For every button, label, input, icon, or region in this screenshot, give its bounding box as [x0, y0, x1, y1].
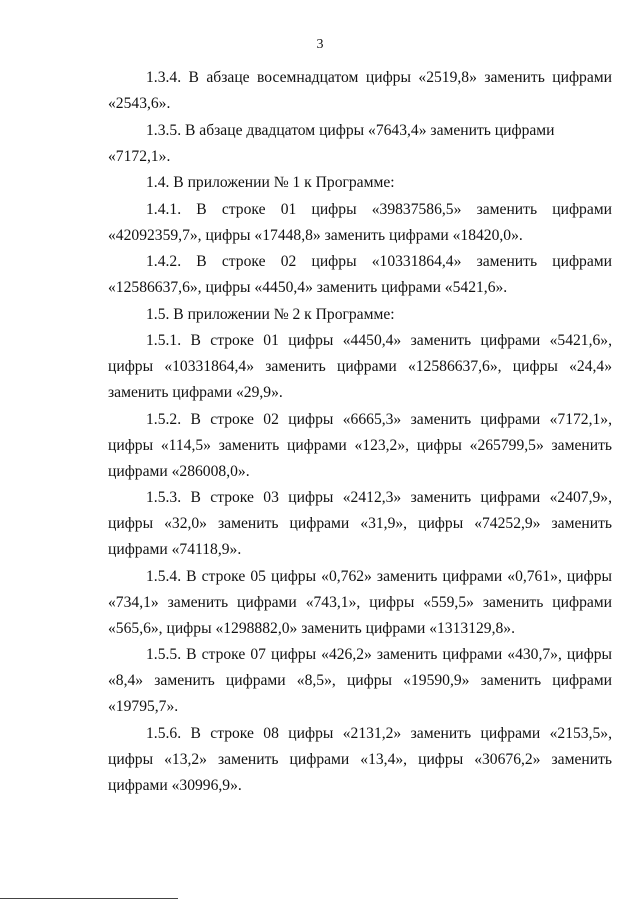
paragraph-1-5-5: 1.5.5. В строке 07 цифры «426,2» заменить цифрами «430,7», цифры «8,4» заменить цифрами «8,5», цифры «19590,9» заменить цифрами «19795,7». — [108, 646, 612, 715]
paragraph-1-5-6: 1.5.6. В строке 08 цифры «2131,2» заменить цифрами «2153,5», цифры «13,2» заменить цифрами «13,4», цифры «30676,2» заменить цифрами «30996,9». — [108, 724, 612, 794]
paragraph-1-4: 1.4. В приложении № 1 к Программе: — [146, 174, 395, 191]
page-number: 3 — [316, 37, 324, 52]
paragraph-1-5-4: 1.5.4. В строке 05 цифры «0,762» заменить цифрами «0,761», цифры «734,1» заменить цифрами «743,1», цифры «559,5» заменить цифрами «565,6», цифры «1298882,0» заменить цифрами «1313129,8». — [108, 567, 612, 637]
paragraph-1-3-5: 1.3.5. В абзаце двадцатом цифры «7643,4» заменить цифрами «7172,1». — [108, 121, 555, 165]
paragraph-1-5-1: 1.5.1. В строке 01 цифры «4450,4» заменить цифрами «5421,6», цифры «10331864,4» заменить цифрами «12586637,6», цифры «24,4» заменить цифрами «29,9». — [108, 332, 612, 401]
paragraph-1-5-3: 1.5.3. В строке 03 цифры «2412,3» заменить цифрами «2407,9», цифры «32,0» заменить цифрами «31,9», цифры «74252,9» заменить цифрами «74118,9». — [108, 489, 612, 558]
document-body — [108, 65, 612, 799]
paragraph-1-5-2: 1.5.2. В строке 02 цифры «6665,3» заменить цифрами «7172,1», цифры «114,5» заменить цифрами «123,2», цифры «265799,5» заменить цифрами «286008,0». — [108, 410, 612, 480]
paragraph-1-4-2: 1.4.2. В строке 02 цифры «10331864,4» заменить цифрами «12586637,6», цифры «4450,4» заменить цифрами «5421,6». — [108, 253, 612, 296]
paragraph-1-4-1: 1.4.1. В строке 01 цифры «39837586,5» заменить цифрами «42092359,7», цифры «17448,8» заменить цифрами «18420,0». — [108, 200, 612, 244]
paragraph-1-5: 1.5. В приложении № 2 к Программе: — [146, 305, 395, 323]
footer-divider — [0, 898, 178, 899]
paragraph-1-3-4: 1.3.4. В абзаце восемнадцатом цифры «2519,8» заменить цифрами «2543,6». — [108, 69, 612, 112]
